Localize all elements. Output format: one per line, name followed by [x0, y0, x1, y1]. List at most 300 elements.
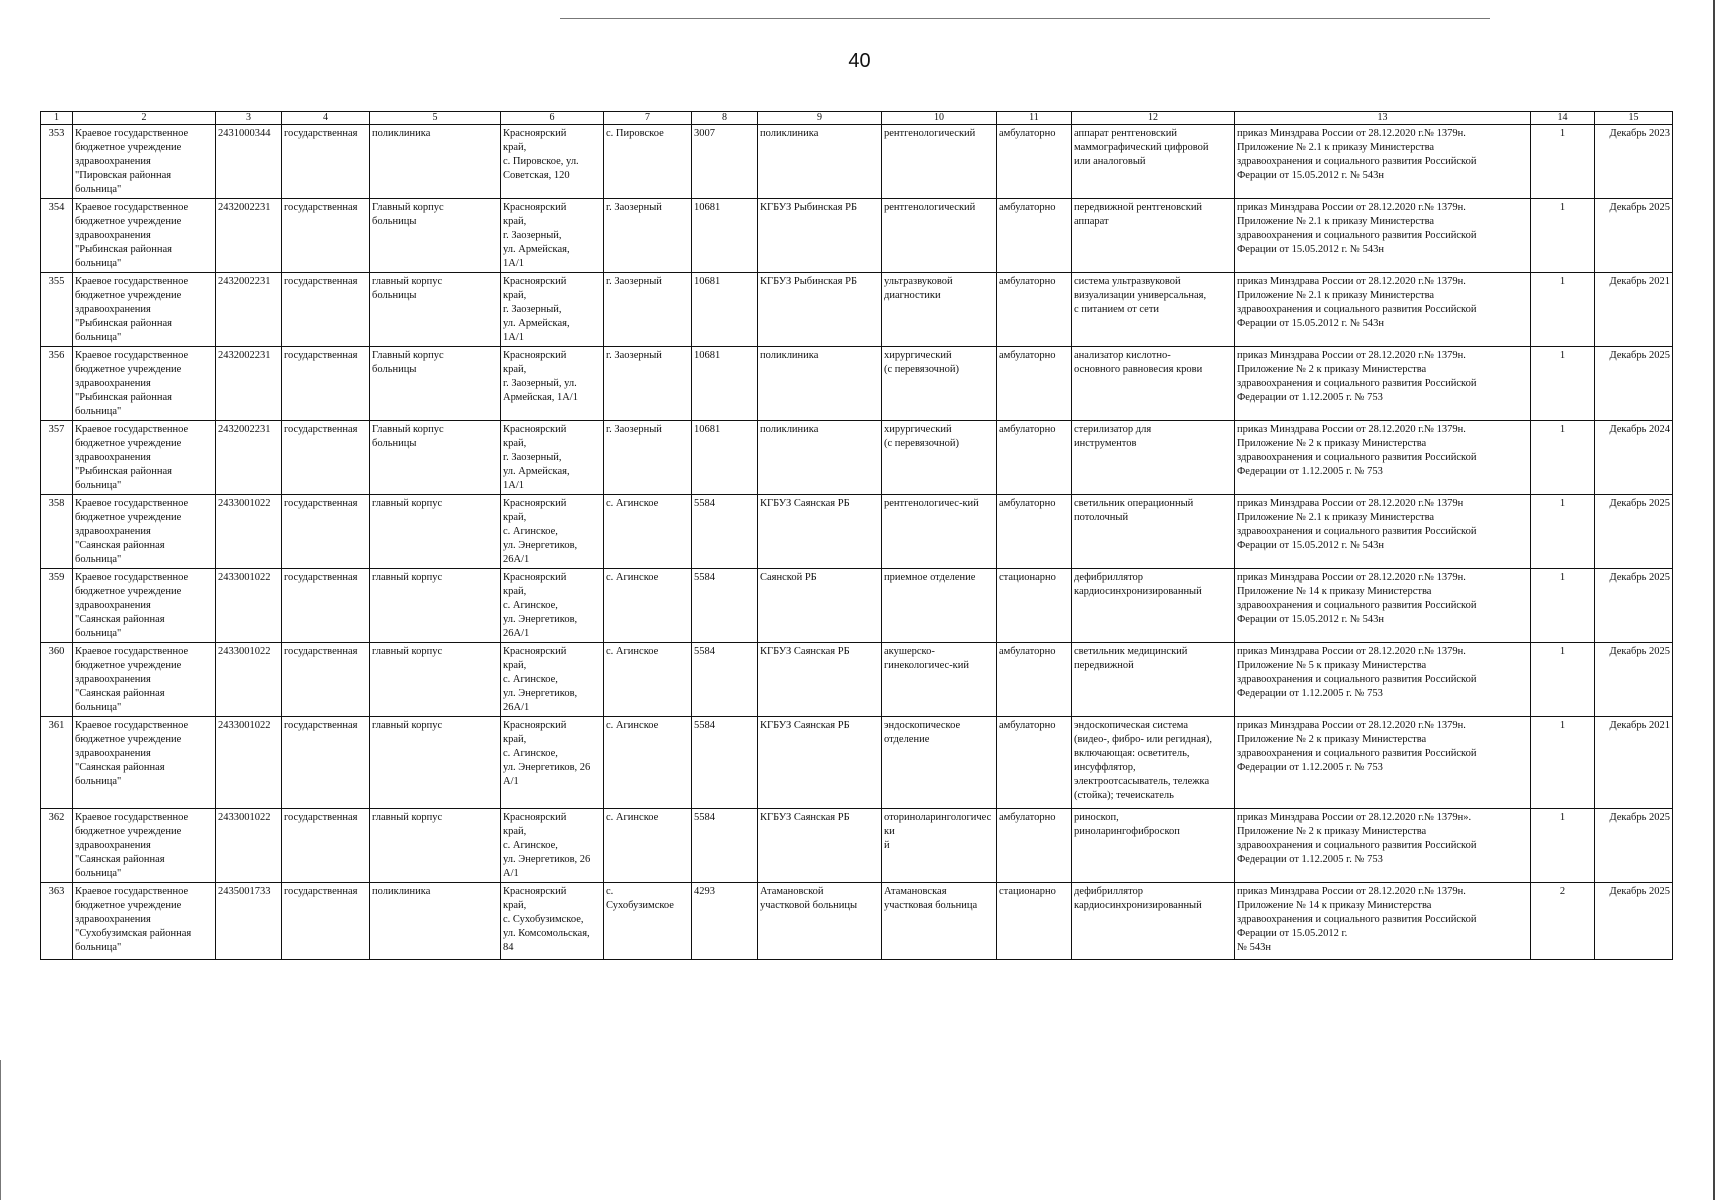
organization-line: "Рыбинская районная: [75, 466, 172, 477]
column-header-10: 10: [882, 112, 997, 125]
legal-basis-line: приказ Минздрава России от 28.12.2020 г.№ 1379н.: [1237, 424, 1466, 435]
cell-subdivision: [758, 809, 882, 883]
cell-population: 5584: [692, 717, 758, 809]
locality-line: г. Заозерный: [606, 424, 662, 435]
legal-basis-line: Ферации от 15.05.2012 г. № 543н: [1237, 170, 1384, 181]
organization-line: Краевое государственное: [75, 720, 189, 731]
address-line: Красноярский: [503, 350, 567, 361]
legal-basis-line: здравоохранения и социального развития Российской: [1237, 156, 1477, 167]
cell-locality: [604, 273, 692, 347]
cell-inn: 2435001733: [216, 883, 282, 960]
legal-basis-line: здравоохранения и социального развития Российской: [1237, 840, 1477, 851]
legal-basis-line: Ферации от 15.05.2012 г. № 543н: [1237, 318, 1384, 329]
address-line: ул. Энергетиков,: [503, 688, 578, 699]
cell-address: [501, 421, 604, 495]
address-line: Красноярский: [503, 276, 567, 287]
address-line: 84: [503, 942, 514, 953]
column-number-row: [41, 112, 1673, 125]
legal-basis-line: здравоохранения и социального развития Российской: [1237, 230, 1477, 241]
cell-legal-basis: [1235, 125, 1531, 199]
cell-locality: [604, 883, 692, 960]
address-line: Красноярский: [503, 202, 567, 213]
building-line: главный корпус: [372, 276, 443, 287]
equipment-line: кардиосинхронизированный: [1074, 900, 1202, 911]
cell-equipment: [1072, 809, 1235, 883]
cell-department: [882, 643, 997, 717]
table-row: [41, 495, 1673, 569]
organization-line: больница": [75, 942, 122, 953]
cell-population: 5584: [692, 643, 758, 717]
address-line: г. Заозерный, ул.: [503, 378, 577, 389]
organization-line: бюджетное учреждение: [75, 438, 182, 449]
equipment-register-table: [40, 111, 1673, 960]
column-header-2: 2: [73, 112, 216, 125]
organization-line: "Рыбинская районная: [75, 392, 172, 403]
cell-department: [882, 809, 997, 883]
cell-building: [370, 809, 501, 883]
organization-line: "Саянская районная: [75, 614, 165, 625]
locality-line: с. Агинское: [606, 720, 659, 731]
cell-legal-basis: [1235, 643, 1531, 717]
cell-building: [370, 347, 501, 421]
organization-line: больница": [75, 184, 122, 195]
cell-organization: [73, 421, 216, 495]
cell-ownership-form: государственная: [282, 125, 370, 199]
cell-ownership-form: государственная: [282, 495, 370, 569]
address-line: г. Заозерный,: [503, 304, 562, 315]
legal-basis-line: приказ Минздрава России от 28.12.2020 г.№ 1379н.: [1237, 128, 1466, 139]
cell-legal-basis: [1235, 569, 1531, 643]
cell-inn: 2433001022: [216, 643, 282, 717]
organization-line: здравоохранения: [75, 378, 151, 389]
organization-line: бюджетное учреждение: [75, 900, 182, 911]
cell-legal-basis: [1235, 199, 1531, 273]
cell-department: [882, 421, 997, 495]
subdivision-line: поликлиника: [760, 128, 819, 139]
organization-line: здравоохранения: [75, 748, 151, 759]
cell-deadline: Декабрь 2024: [1595, 421, 1673, 495]
subdivision-line: поликлиника: [760, 350, 819, 361]
building-line: Главный корпус: [372, 350, 444, 361]
locality-line: с. Пировское: [606, 128, 664, 139]
equipment-line: светильник медицинский: [1074, 646, 1188, 657]
organization-line: Краевое государственное: [75, 572, 189, 583]
cell-ownership-form: государственная: [282, 643, 370, 717]
organization-line: "Саянская районная: [75, 540, 165, 551]
cell-deadline: Декабрь 2025: [1595, 199, 1673, 273]
legal-basis-line: приказ Минздрава России от 28.12.2020 г.№ 1379н: [1237, 498, 1464, 509]
cell-organization: [73, 273, 216, 347]
cell-building: [370, 273, 501, 347]
organization-line: "Сухобузимская районная: [75, 928, 192, 939]
address-line: Красноярский: [503, 646, 567, 657]
organization-line: бюджетное учреждение: [75, 660, 182, 671]
scan-edge-right: [1713, 0, 1715, 1200]
subdivision-line: поликлиника: [760, 424, 819, 435]
organization-line: бюджетное учреждение: [75, 216, 182, 227]
address-line: край,: [503, 290, 527, 301]
legal-basis-line: Федерации от 1.12.2005 г. № 753: [1237, 762, 1383, 773]
address-line: край,: [503, 512, 527, 523]
cell-equipment: [1072, 569, 1235, 643]
department-line: хирургический: [884, 424, 952, 435]
cell-quantity: 1: [1531, 809, 1595, 883]
cell-ownership-form: государственная: [282, 347, 370, 421]
cell-row-number: 358: [41, 495, 73, 569]
organization-line: больница": [75, 628, 122, 639]
cell-locality: [604, 421, 692, 495]
building-line: поликлиника: [372, 886, 431, 897]
equipment-line: включающая: осветитель,: [1074, 748, 1190, 759]
cell-legal-basis: [1235, 495, 1531, 569]
cell-inn: 2433001022: [216, 495, 282, 569]
department-line: эндоскопическое: [884, 720, 961, 731]
address-line: г. Заозерный,: [503, 452, 562, 463]
legal-basis-line: приказ Минздрава России от 28.12.2020 г.№ 1379н.: [1237, 886, 1466, 897]
cell-population: 5584: [692, 569, 758, 643]
cell-building: [370, 569, 501, 643]
cell-population: 4293: [692, 883, 758, 960]
table-row: [41, 273, 1673, 347]
table-row: [41, 347, 1673, 421]
table-row: [41, 569, 1673, 643]
address-line: край,: [503, 364, 527, 375]
legal-basis-line: Федерации от 1.12.2005 г. № 753: [1237, 466, 1383, 477]
address-line: ул. Энергетиков,: [503, 540, 578, 551]
table-row: [41, 717, 1673, 809]
cell-row-number: 354: [41, 199, 73, 273]
address-line: Красноярский: [503, 572, 567, 583]
equipment-line: электроотсасыватель, тележка: [1074, 776, 1210, 787]
address-line: 26А/1: [503, 628, 530, 639]
legal-basis-line: приказ Минздрава России от 28.12.2020 г.№ 1379н.: [1237, 646, 1466, 657]
address-line: с. Агинское,: [503, 600, 558, 611]
building-line: Главный корпус: [372, 424, 444, 435]
legal-basis-line: Приложение № 2.1 к приказу Министерства: [1237, 512, 1435, 523]
building-line: главный корпус: [372, 646, 443, 657]
address-line: край,: [503, 734, 527, 745]
address-line: край,: [503, 142, 527, 153]
address-line: край,: [503, 900, 527, 911]
legal-basis-line: Приложение № 2 к приказу Министерства: [1237, 826, 1427, 837]
building-line: больницы: [372, 216, 417, 227]
department-line: диагностики: [884, 290, 941, 301]
legal-basis-line: приказ Минздрава России от 28.12.2020 г.№ 1379н.: [1237, 572, 1466, 583]
legal-basis-line: приказ Минздрава России от 28.12.2020 г.№ 1379н.: [1237, 276, 1466, 287]
cell-address: [501, 495, 604, 569]
equipment-line: визуализации универсальная,: [1074, 290, 1207, 301]
cell-care-mode: амбулаторно: [997, 199, 1072, 273]
column-header-6: 6: [501, 112, 604, 125]
address-line: Красноярский: [503, 812, 567, 823]
organization-line: "Саянская районная: [75, 762, 165, 773]
cell-care-mode: стационарно: [997, 883, 1072, 960]
cell-building: [370, 643, 501, 717]
organization-line: здравоохранения: [75, 156, 151, 167]
legal-basis-line: Приложение № 5 к приказу Министерства: [1237, 660, 1427, 671]
locality-line: Сухобузимское: [606, 900, 674, 911]
locality-line: с. Агинское: [606, 572, 659, 583]
column-header-15: 15: [1595, 112, 1673, 125]
cell-subdivision: [758, 569, 882, 643]
cell-population: 10681: [692, 199, 758, 273]
organization-line: здравоохранения: [75, 674, 151, 685]
cell-address: [501, 273, 604, 347]
cell-department: [882, 273, 997, 347]
cell-legal-basis: [1235, 347, 1531, 421]
address-line: с. Агинское,: [503, 674, 558, 685]
cell-inn: 2432002231: [216, 273, 282, 347]
address-line: Красноярский: [503, 886, 567, 897]
cell-deadline: Декабрь 2025: [1595, 883, 1673, 960]
equipment-line: передвижной: [1074, 660, 1134, 671]
cell-subdivision: [758, 125, 882, 199]
equipment-line: потолочный: [1074, 512, 1129, 523]
legal-basis-line: приказ Минздрава России от 28.12.2020 г.№ 1379н».: [1237, 812, 1472, 823]
address-line: с. Агинское,: [503, 526, 558, 537]
table-row: [41, 125, 1673, 199]
cell-address: [501, 347, 604, 421]
cell-address: [501, 125, 604, 199]
equipment-line: или аналоговый: [1074, 156, 1146, 167]
cell-department: [882, 347, 997, 421]
table-body: [41, 125, 1673, 960]
address-line: 26А/1: [503, 554, 530, 565]
column-header-9: 9: [758, 112, 882, 125]
cell-quantity: 1: [1531, 643, 1595, 717]
cell-address: [501, 199, 604, 273]
cell-department: [882, 125, 997, 199]
legal-basis-line: приказ Минздрава России от 28.12.2020 г.№ 1379н.: [1237, 720, 1466, 731]
department-line: (с перевязочной): [884, 364, 959, 375]
cell-equipment: [1072, 495, 1235, 569]
building-line: поликлиника: [372, 128, 431, 139]
cell-legal-basis: [1235, 883, 1531, 960]
table-row: [41, 883, 1673, 960]
cell-equipment: [1072, 717, 1235, 809]
cell-inn: 2432002231: [216, 421, 282, 495]
building-line: больницы: [372, 290, 417, 301]
legal-basis-line: Приложение № 2.1 к приказу Министерства: [1237, 290, 1435, 301]
legal-basis-line: Приложение № 14 к приказу Министерства: [1237, 586, 1432, 597]
cell-population: 10681: [692, 273, 758, 347]
building-line: главный корпус: [372, 498, 443, 509]
address-line: ул. Энергетиков, 26: [503, 762, 591, 773]
building-line: больницы: [372, 364, 417, 375]
address-line: А/1: [503, 776, 519, 787]
cell-organization: [73, 717, 216, 809]
cell-quantity: 1: [1531, 717, 1595, 809]
cell-care-mode: амбулаторно: [997, 643, 1072, 717]
address-line: ул. Комсомольская,: [503, 928, 590, 939]
building-line: главный корпус: [372, 812, 443, 823]
address-line: 1А/1: [503, 332, 524, 343]
cell-ownership-form: государственная: [282, 717, 370, 809]
organization-line: здравоохранения: [75, 840, 151, 851]
legal-basis-line: здравоохранения и социального развития Российской: [1237, 378, 1477, 389]
organization-line: больница": [75, 702, 122, 713]
subdivision-line: КГБУЗ Рыбинская РБ: [760, 276, 857, 287]
subdivision-line: Саянской РБ: [760, 572, 817, 583]
cell-legal-basis: [1235, 273, 1531, 347]
cell-quantity: 1: [1531, 125, 1595, 199]
subdivision-line: КГБУЗ Саянская РБ: [760, 646, 850, 657]
legal-basis-line: здравоохранения и социального развития Российской: [1237, 452, 1477, 463]
organization-line: больница": [75, 332, 122, 343]
legal-basis-line: Ферации от 15.05.2012 г. № 543н: [1237, 244, 1384, 255]
cell-row-number: 357: [41, 421, 73, 495]
cell-building: [370, 717, 501, 809]
cell-organization: [73, 883, 216, 960]
equipment-line: дефибриллятор: [1074, 572, 1144, 583]
cell-deadline: Декабрь 2025: [1595, 347, 1673, 421]
cell-deadline: Декабрь 2021: [1595, 717, 1673, 809]
cell-address: [501, 717, 604, 809]
cell-quantity: 1: [1531, 273, 1595, 347]
cell-care-mode: амбулаторно: [997, 421, 1072, 495]
scan-edge-left: [0, 1060, 1, 1200]
equipment-line: эндоскопическая система: [1074, 720, 1189, 731]
cell-building: [370, 495, 501, 569]
cell-address: [501, 643, 604, 717]
scan-edge-top: [560, 18, 1490, 19]
cell-care-mode: амбулаторно: [997, 717, 1072, 809]
cell-address: [501, 809, 604, 883]
cell-subdivision: [758, 421, 882, 495]
building-line: главный корпус: [372, 720, 443, 731]
organization-line: больница": [75, 554, 122, 565]
organization-line: Краевое государственное: [75, 498, 189, 509]
equipment-line: (видео-, фибро- или регидная),: [1074, 734, 1212, 745]
cell-department: [882, 883, 997, 960]
cell-organization: [73, 347, 216, 421]
table-row: [41, 643, 1673, 717]
column-header-8: 8: [692, 112, 758, 125]
equipment-line: инструментов: [1074, 438, 1137, 449]
cell-quantity: 1: [1531, 421, 1595, 495]
department-line: (с перевязочной): [884, 438, 959, 449]
organization-line: Краевое государственное: [75, 812, 189, 823]
legal-basis-line: здравоохранения и социального развития Российской: [1237, 674, 1477, 685]
organization-line: здравоохранения: [75, 304, 151, 315]
equipment-line: риноскоп,: [1074, 812, 1119, 823]
cell-population: 5584: [692, 809, 758, 883]
equipment-line: кардиосинхронизированный: [1074, 586, 1202, 597]
equipment-line: (стойка); течеискатель: [1074, 790, 1174, 801]
cell-locality: [604, 495, 692, 569]
cell-row-number: 359: [41, 569, 73, 643]
legal-basis-line: Приложение № 2 к приказу Министерства: [1237, 438, 1427, 449]
organization-line: бюджетное учреждение: [75, 364, 182, 375]
equipment-line: передвижной рентгеновский: [1074, 202, 1203, 213]
organization-line: Краевое государственное: [75, 646, 189, 657]
cell-department: [882, 199, 997, 273]
organization-line: бюджетное учреждение: [75, 142, 182, 153]
organization-line: здравоохранения: [75, 230, 151, 241]
organization-line: Краевое государственное: [75, 424, 189, 435]
cell-ownership-form: государственная: [282, 569, 370, 643]
department-line: отделение: [884, 734, 930, 745]
organization-line: "Саянская районная: [75, 688, 165, 699]
cell-organization: [73, 125, 216, 199]
cell-subdivision: [758, 717, 882, 809]
cell-deadline: Декабрь 2023: [1595, 125, 1673, 199]
address-line: край,: [503, 826, 527, 837]
legal-basis-line: Ферации от 15.05.2012 г.: [1237, 928, 1348, 939]
organization-line: здравоохранения: [75, 452, 151, 463]
organization-line: бюджетное учреждение: [75, 734, 182, 745]
organization-line: "Рыбинская районная: [75, 244, 172, 255]
cell-locality: [604, 643, 692, 717]
locality-line: с. Агинское: [606, 646, 659, 657]
cell-inn: 2432002231: [216, 347, 282, 421]
organization-line: Краевое государственное: [75, 350, 189, 361]
cell-locality: [604, 569, 692, 643]
cell-care-mode: амбулаторно: [997, 347, 1072, 421]
cell-quantity: 1: [1531, 199, 1595, 273]
cell-equipment: [1072, 273, 1235, 347]
organization-line: Краевое государственное: [75, 128, 189, 139]
address-line: Красноярский: [503, 498, 567, 509]
cell-department: [882, 569, 997, 643]
locality-line: с. Агинское: [606, 812, 659, 823]
locality-line: г. Заозерный: [606, 202, 662, 213]
organization-line: больница": [75, 480, 122, 491]
equipment-line: анализатор кислотно-: [1074, 350, 1171, 361]
column-header-13: 13: [1235, 112, 1531, 125]
address-line: Красноярский: [503, 128, 567, 139]
organization-line: "Рыбинская районная: [75, 318, 172, 329]
equipment-line: светильник операционный: [1074, 498, 1194, 509]
cell-inn: 2433001022: [216, 717, 282, 809]
cell-building: [370, 199, 501, 273]
cell-population: 10681: [692, 421, 758, 495]
legal-basis-line: Приложение № 14 к приказу Министерства: [1237, 900, 1432, 911]
cell-row-number: 353: [41, 125, 73, 199]
address-line: ул. Армейская,: [503, 318, 570, 329]
locality-line: г. Заозерный: [606, 276, 662, 287]
department-line: участковая больница: [884, 900, 978, 911]
cell-deadline: Декабрь 2025: [1595, 643, 1673, 717]
organization-line: "Пировская районная: [75, 170, 172, 181]
column-header-12: 12: [1072, 112, 1235, 125]
subdivision-line: Атамановской: [760, 886, 824, 897]
equipment-line: инсуффлятор,: [1074, 762, 1136, 773]
equipment-line: основного равновесия крови: [1074, 364, 1203, 375]
locality-line: с.: [606, 886, 614, 897]
cell-address: [501, 569, 604, 643]
legal-basis-line: Приложение № 2 к приказу Министерства: [1237, 734, 1427, 745]
legal-basis-line: здравоохранения и социального развития Российской: [1237, 600, 1477, 611]
table-row: [41, 809, 1673, 883]
cell-organization: [73, 199, 216, 273]
cell-row-number: 355: [41, 273, 73, 347]
cell-population: 10681: [692, 347, 758, 421]
cell-subdivision: [758, 199, 882, 273]
cell-organization: [73, 569, 216, 643]
address-line: ул. Армейская,: [503, 244, 570, 255]
department-line: хирургический: [884, 350, 952, 361]
department-line: оториноларингологически: [884, 812, 992, 837]
subdivision-line: КГБУЗ Саянская РБ: [760, 720, 850, 731]
cell-inn: 2431000344: [216, 125, 282, 199]
legal-basis-line: Федерации от 1.12.2005 г. № 753: [1237, 688, 1383, 699]
legal-basis-line: приказ Минздрава России от 28.12.2020 г.№ 1379н.: [1237, 350, 1466, 361]
cell-care-mode: амбулаторно: [997, 125, 1072, 199]
column-header-11: 11: [997, 112, 1072, 125]
cell-subdivision: [758, 883, 882, 960]
cell-legal-basis: [1235, 809, 1531, 883]
